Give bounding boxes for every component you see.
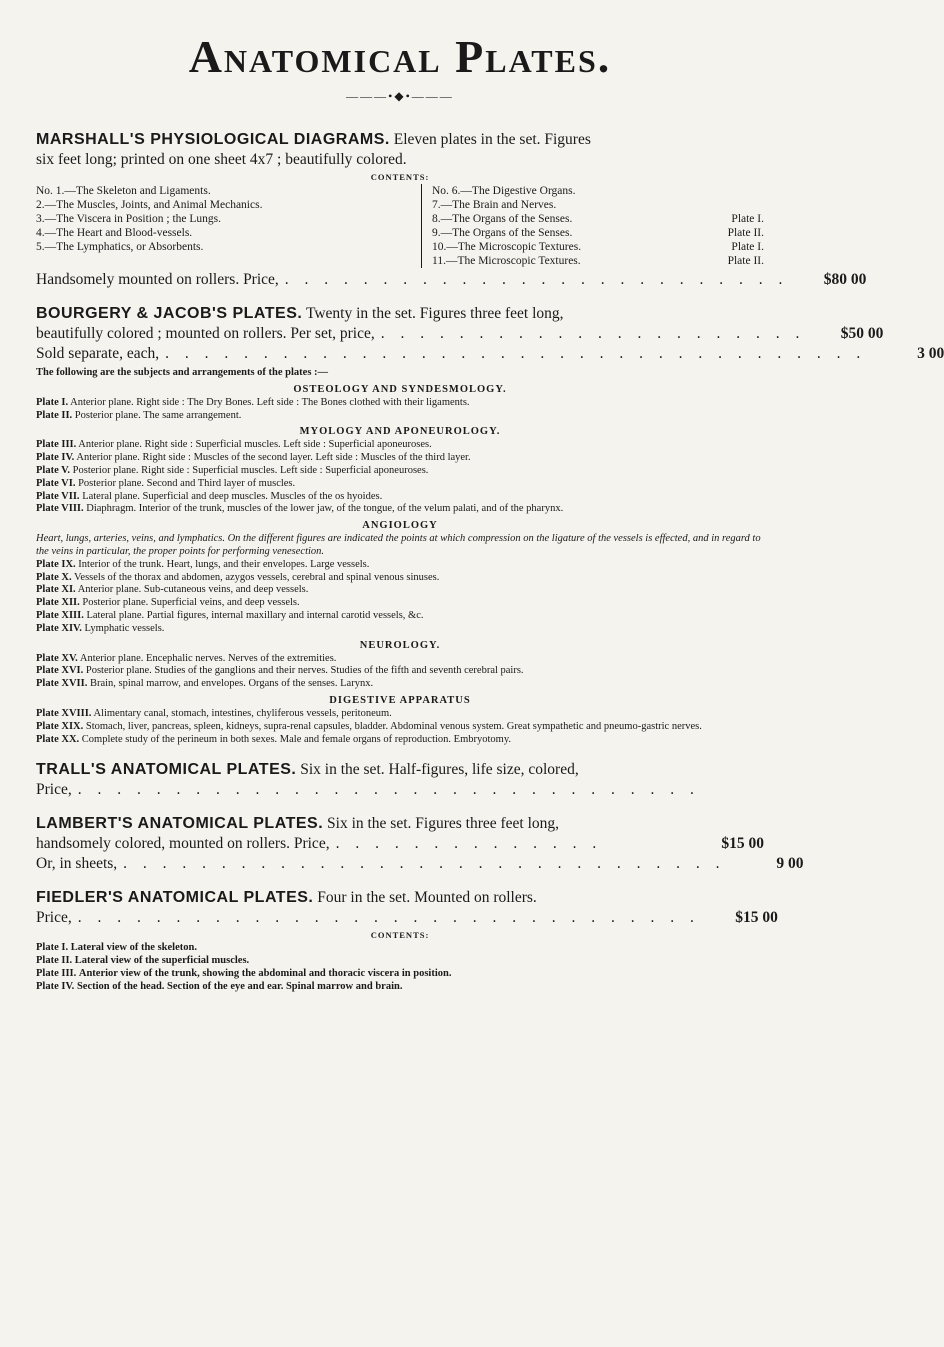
plate-text: Anterior plane. Sub-cutaneous veins, and deep vessels.: [77, 584, 309, 596]
plate-number: Plate II.: [36, 409, 73, 421]
section-plates: [36, 397, 764, 423]
section-title: OSTEOLOGY AND SYNDESMOLOGY.: [293, 383, 507, 395]
plate-number: Plate XVI.: [36, 665, 84, 677]
plate-number: Plate XVIII.: [36, 707, 92, 719]
list-item: [432, 212, 764, 226]
list-item: [36, 653, 764, 666]
bourgery-intro: The following are the subjects and arrangements of the plates :—: [36, 367, 329, 378]
list-item: [36, 503, 764, 516]
plate-text: Anterior plane. Right side : The Dry Bones. Left side : The Bones clothed with their ligaments.: [70, 396, 470, 408]
marshall-contents-right: [421, 184, 764, 268]
list-item: [36, 708, 764, 721]
plate-number: Plate VIII.: [36, 503, 84, 515]
price-value: $50 00: [840, 325, 884, 342]
trall-desc: Six in the set. Half-figures, life size, colored,: [300, 761, 579, 779]
price-label: Sold separate, each,: [36, 345, 160, 362]
list-item: [36, 397, 764, 410]
plate-text: Vessels of the thorax and abdomen, azygos vessels, cerebral and spinal venous sinuses.: [74, 571, 440, 583]
plate-text: Lymphatic vessels.: [84, 622, 165, 634]
price-label: handsomely colored, mounted on rollers. Price,: [36, 835, 330, 853]
list-item: [36, 721, 764, 734]
list-item-text: 11.—The Microscopic Textures.: [432, 255, 581, 267]
plate-text: Posterior plane. Right side : Superficial muscles. Left side : Superficial aponeuroses.: [72, 464, 429, 476]
list-item: [36, 410, 764, 423]
bourgery-price-row: [36, 324, 884, 344]
plate-number: Plate V.: [36, 464, 71, 476]
plate-text: Brain, spinal marrow, and envelopes. Organs of the senses. Larynx.: [89, 678, 374, 690]
marshall-name: MARSHALL'S PHYSIOLOGICAL DIAGRAMS.: [36, 131, 390, 148]
list-item: [36, 955, 764, 968]
marshall-contents-left: [36, 184, 421, 268]
list-item: [36, 478, 764, 491]
fiedler-price-row: [36, 908, 778, 928]
plate-number: Plate I.: [36, 396, 69, 408]
plate-number: Plate IV.: [36, 980, 75, 992]
fiedler-desc: Four in the set. Mounted on rollers.: [317, 889, 537, 907]
section-intro: [36, 533, 764, 559]
list-item: [36, 942, 764, 955]
plate-number: Plate IV.: [36, 452, 75, 464]
price-value: 9 00: [776, 855, 804, 873]
fiedler-section: [36, 888, 778, 993]
list-item-text: 9.—The Organs of the Senses.: [432, 227, 573, 239]
lambert-name: LAMBERT'S ANATOMICAL PLATES.: [36, 815, 324, 833]
list-item: [432, 198, 764, 212]
leader-dots: . . . . . . . . . . . . . . . . . . . . . . . . . . . . . . . .: [77, 781, 700, 799]
list-item: 2.—The Muscles, Joints, and Animal Mechanics.: [36, 199, 263, 211]
price-value: $15 00: [721, 835, 764, 853]
list-item: [36, 623, 764, 636]
section-title: DIGESTIVE APPARATUS: [329, 694, 471, 706]
section-plates: [36, 533, 764, 635]
plate-text: Complete study of the perineum in both sexes. Male and female organs of reproduction. Embryotomy.: [81, 733, 512, 745]
list-item: 5.—The Lymphatics, or Absorbents.: [36, 241, 204, 253]
lambert-price-row: [36, 834, 764, 854]
list-item: [36, 610, 764, 623]
plate-number: Plate I.: [36, 942, 69, 954]
price-value: $15 00: [735, 909, 778, 927]
list-item: 3.—The Viscera in Position ; the Lungs.: [36, 213, 221, 225]
list-item: [432, 254, 764, 268]
plate-text: Lateral view of the skeleton.: [70, 942, 197, 954]
price-label: beautifully colored ; mounted on rollers. Per set, price,: [36, 325, 375, 342]
list-item-plate: Plate II.: [727, 227, 764, 239]
list-item-text: 8.—The Organs of the Senses.: [432, 213, 573, 225]
price-label: Handsomely mounted on rollers. Price,: [36, 271, 279, 288]
plate-number: Plate XI.: [36, 584, 76, 596]
plate-text: Section of the head. Section of the eye and ear. Spinal marrow and brain.: [76, 980, 403, 992]
list-item-plate: Plate I.: [731, 241, 764, 253]
list-item: [36, 491, 764, 504]
plate-text: Anterior view of the trunk, showing the abdominal and thoracic viscera in position.: [78, 967, 452, 979]
bourgery-desc: Twenty in the set. Figures three feet long,: [305, 305, 564, 322]
trall-name: TRALL'S ANATOMICAL PLATES.: [36, 761, 297, 779]
plate-number: Plate IX.: [36, 558, 76, 570]
bourgery-section: [36, 304, 944, 746]
plate-text: Posterior plane. Second and Third layer of muscles.: [78, 477, 296, 489]
fiedler-plates: [36, 942, 764, 993]
marshall-desc1: Eleven plates in the set. Figures: [393, 131, 591, 148]
list-item: No. 1.—The Skeleton and Ligaments.: [36, 185, 211, 197]
list-item: [432, 240, 764, 254]
price-value: 3 00: [917, 345, 944, 362]
list-item: [36, 678, 764, 691]
leader-dots: . . . . . . . . . . . . . .: [335, 835, 603, 853]
trall-price-row: [36, 780, 764, 800]
plate-number: Plate XIV.: [36, 622, 82, 634]
list-item: [36, 597, 764, 610]
bourgery-sold-row: [36, 344, 944, 364]
section-title: NEUROLOGY.: [359, 639, 441, 651]
leader-dots: . . . . . . . . . . . . . . . . . . . . . . . . . . . . . . . .: [77, 909, 700, 927]
list-item: [432, 184, 764, 198]
list-item-plate: Plate II.: [727, 255, 764, 267]
list-item-plate: Plate I.: [731, 213, 764, 225]
plate-text: Posterior plane. The same arrangement.: [74, 409, 242, 421]
marshall-contents-label: CONTENTS:: [370, 172, 430, 182]
trall-section: [36, 760, 764, 800]
list-item: [36, 734, 764, 747]
plate-text: Anterior plane. Right side : Muscles of the second layer. Left side : Muscles of the third layer.: [76, 452, 471, 464]
plate-text: Anterior plane. Right side : Superficial muscles. Left side : Superficial aponeuroses.: [78, 439, 432, 451]
price-value: $80 00: [823, 271, 867, 288]
title-ornament: ———•◆•———: [346, 89, 454, 103]
plate-number: Plate XV.: [36, 652, 78, 664]
list-item-text: 7.—The Brain and Nerves.: [432, 199, 557, 211]
bourgery-name: BOURGERY & JACOB'S PLATES.: [36, 305, 303, 322]
list-item-text: No. 6.—The Digestive Organs.: [432, 185, 576, 197]
plate-number: Plate III.: [36, 439, 77, 451]
angiology-intro: Heart, lungs, arteries, veins, and lymphatics. On the different figures are indicated the points at which compression on the ligature of the vessels is effected, and in regard to the veins in particular, the proper points for performing venesection.: [36, 533, 761, 557]
leader-dots: . . . . . . . . . . . . . . . . . . . . . . . . . . . . . . . . . . . .: [165, 345, 867, 362]
section-title: MYOLOGY AND APONEUROLOGY.: [299, 426, 501, 438]
list-item-text: 10.—The Microscopic Textures.: [432, 241, 582, 253]
section-plates: [36, 653, 764, 691]
list-item: [36, 981, 764, 994]
page-title: Anatomical Plates.: [188, 31, 612, 82]
plate-number: Plate VII.: [36, 490, 80, 502]
lambert-sheets-row: [36, 854, 804, 874]
plate-number: Plate VI.: [36, 477, 76, 489]
plate-number: Plate XIX.: [36, 720, 84, 732]
plate-text: Lateral view of the superficial muscles.: [74, 955, 250, 967]
list-item: [36, 465, 764, 478]
section-title: ANGIOLOGY: [362, 520, 438, 532]
price-label: Price,: [36, 909, 72, 927]
plate-number: Plate X.: [36, 571, 72, 583]
marshall-contents: [36, 184, 764, 268]
list-item: [36, 559, 764, 572]
fiedler-contents-label: CONTENTS:: [370, 930, 430, 941]
marshall-price-row: [36, 270, 867, 290]
marshall-section: [36, 130, 867, 290]
plate-text: Alimentary canal, stomach, intestines, chyliferous vessels, peritoneum.: [93, 707, 392, 719]
plate-number: Plate II.: [36, 955, 73, 967]
list-item: [36, 584, 764, 597]
section-plates: [36, 439, 764, 516]
lambert-desc: Six in the set. Figures three feet long,: [327, 815, 560, 833]
plate-text: Stomach, liver, pancreas, spleen, kidneys, supra-renal capsules, bladder. Abdominal venous system. Great sympathetic and pneumo-gastric nerves.: [85, 720, 702, 732]
plate-text: Posterior plane. Superficial veins, and deep vessels.: [82, 597, 300, 609]
list-item: [36, 572, 764, 585]
plate-number: Plate III.: [36, 967, 77, 979]
plate-text: Anterior plane. Encephalic nerves. Nerves of the extremities.: [79, 652, 337, 664]
list-item: [36, 439, 764, 452]
list-item: 4.—The Heart and Blood-vessels.: [36, 227, 193, 239]
leader-dots: . . . . . . . . . . . . . . . . . . . . . . . . . .: [284, 271, 789, 288]
plate-text: Diaphragm. Interior of the trunk, muscles of the lower jaw, of the tongue, of the velum palati, and of the pharynx.: [86, 503, 564, 515]
plate-text: Interior of the trunk. Heart, lungs, and their envelopes. Large vessels.: [78, 558, 370, 570]
plate-number: Plate XVII.: [36, 678, 88, 690]
fiedler-name: FIEDLER'S ANATOMICAL PLATES.: [36, 889, 314, 907]
plate-text: Posterior plane. Studies of the ganglions and their nerves. Studies of the fifth and seventh cerebral pairs.: [85, 665, 524, 677]
section-plates: [36, 708, 764, 746]
lambert-section: [36, 814, 804, 874]
marshall-desc2: six feet long; printed on one sheet 4x7 ; beautifully colored.: [36, 151, 407, 168]
leader-dots: . . . . . . . . . . . . . . . . . . . . . . . . . . . . . . .: [123, 855, 726, 873]
plate-number: Plate XX.: [36, 733, 80, 745]
plate-number: Plate XII.: [36, 597, 80, 609]
leader-dots: . . . . . . . . . . . . . . . . . . . . . .: [380, 325, 806, 342]
plate-text: Lateral plane. Superficial and deep muscles. Muscles of the os hyoides.: [82, 490, 383, 502]
price-label: Or, in sheets,: [36, 855, 118, 873]
price-label: Price,: [36, 781, 72, 799]
list-item: [36, 665, 764, 678]
list-item: [36, 968, 764, 981]
list-item: [36, 452, 764, 465]
plate-text: Lateral plane. Partial figures, internal maxillary and internal carotid vessels, &c.: [86, 609, 424, 621]
plate-number: Plate XIII.: [36, 609, 84, 621]
list-item: [432, 226, 764, 240]
